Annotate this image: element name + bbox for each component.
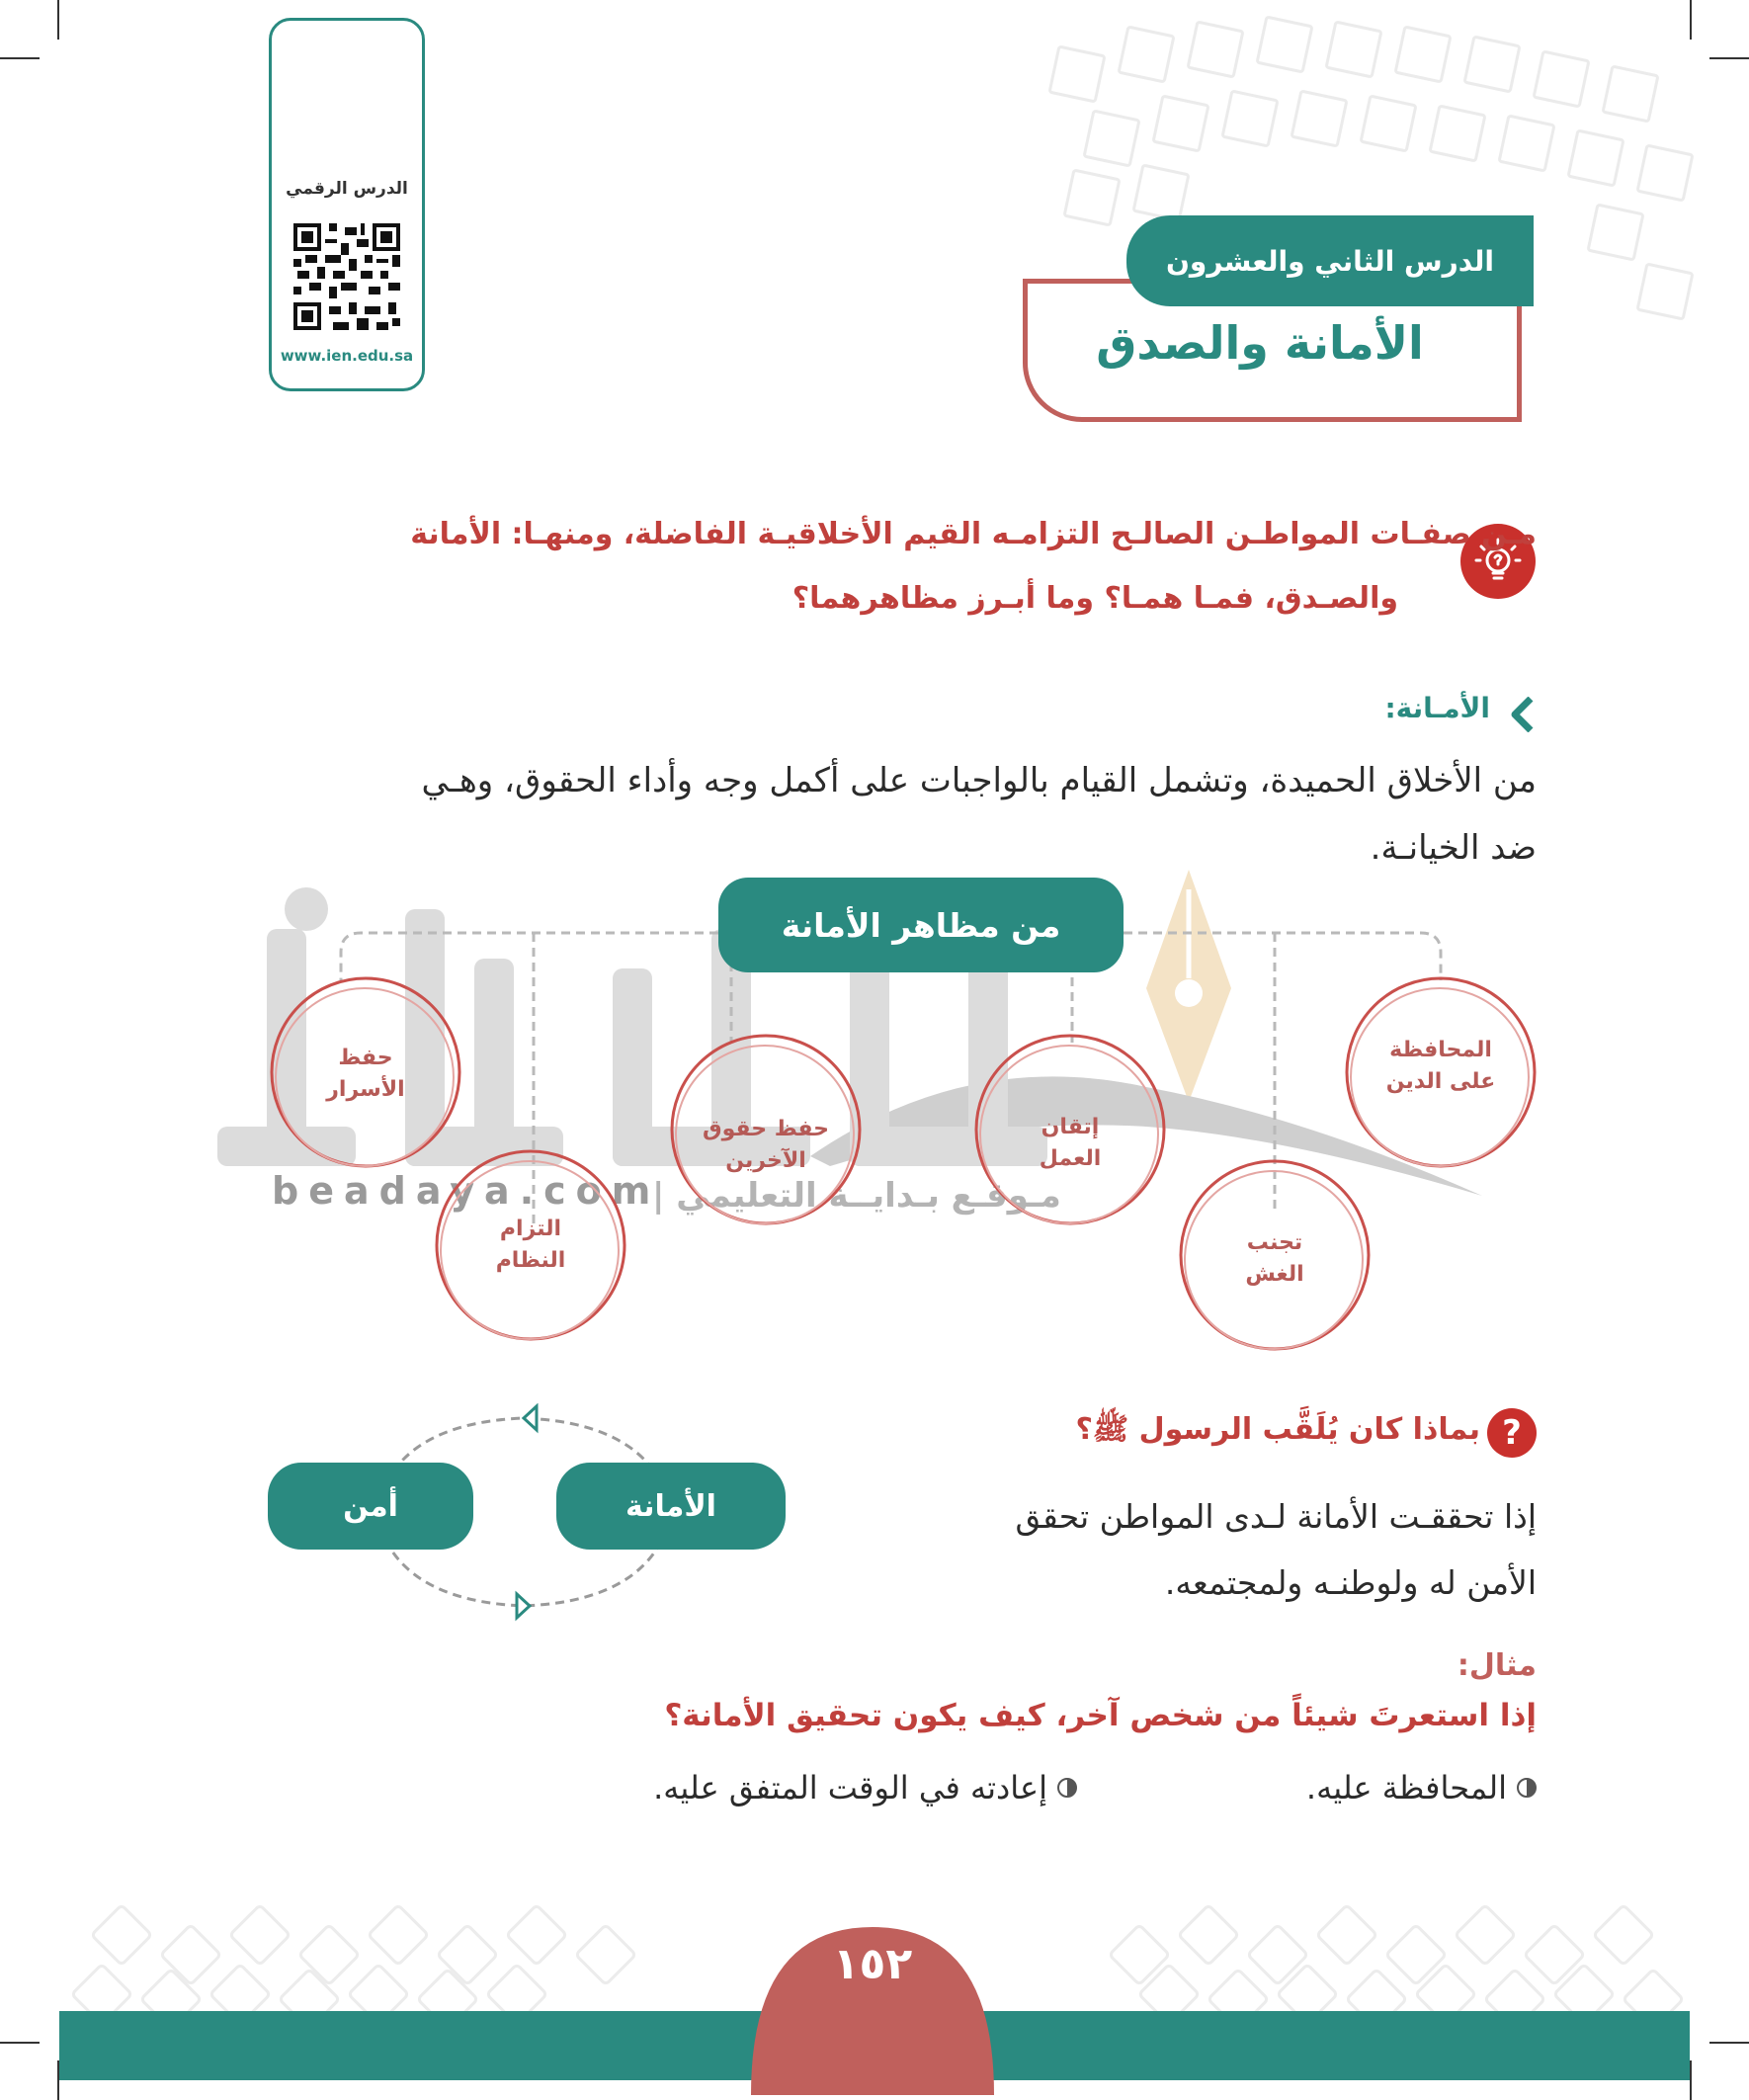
lesson-title: الأمانة والصدق <box>1096 316 1424 370</box>
bullet-icon <box>1057 1778 1077 1798</box>
chevron-left-icon <box>1507 697 1537 732</box>
diagram-title: من مظاهر الأمانة <box>718 878 1124 972</box>
lesson-number-tab: الدرس الثاني والعشرون <box>1126 215 1534 306</box>
crop-mark <box>1690 0 1692 40</box>
answer-text-line: الأمن له ولوطنـه ولمجتمعه. <box>1164 1563 1537 1602</box>
crop-mark <box>0 2042 40 2044</box>
answer-text-line: إذا تحققـت الأمانة لـدى المواطن تحقق <box>1015 1497 1537 1536</box>
pill-security: أمن <box>268 1463 473 1550</box>
example-question: إذا استعرتَ شيئاً من شخص آخر، كيف يكون تحقيق الأمانة؟ <box>664 1698 1537 1733</box>
diagram-node-others-rights: حفظ حقوق الآخرين <box>702 1117 830 1173</box>
diagram-node-preserving-religion: المحافظة على الدين <box>1385 1038 1496 1094</box>
qr-url[interactable]: www.ien.edu.sa <box>280 347 414 365</box>
crop-mark <box>57 0 59 40</box>
question-text: بماذا كان يُلَقَّب الرسول ﷺ؟ <box>1075 1412 1480 1447</box>
digital-lesson-card[interactable] <box>269 18 425 391</box>
body-text-line: من الأخلاق الحميدة، وتشمل القيام بالواجبات على أكمل وجه وأداء الحقوق، وهـي <box>421 761 1537 800</box>
section-heading: الأمـانة: <box>1384 692 1490 724</box>
crop-mark <box>1709 57 1749 59</box>
diagram-node-avoid-cheating: تجنب الغش <box>1245 1230 1304 1287</box>
crop-mark <box>1709 2042 1749 2044</box>
example-label: مثال: <box>1457 1648 1537 1683</box>
bullet-icon <box>1517 1778 1537 1798</box>
question-icon: ? <box>1487 1408 1537 1458</box>
qr-label: الدرس الرقمي <box>286 179 408 199</box>
diagram-node-following-rules: التزام النظام <box>495 1217 566 1273</box>
list-item: إعادته في الوقت المتفق عليه. <box>653 1769 1077 1806</box>
crop-mark <box>1690 2060 1692 2100</box>
intro-text-line: والصـدق، فمـا همـا؟ وما أبـرز مظاهرهما؟ <box>791 581 1398 616</box>
diagram-node-mastering-work: إتقان العمل <box>1039 1115 1102 1171</box>
watermark-subtitle: مـوقـع بـدايــة التعليمي | <box>652 1176 1061 1216</box>
list-item: المحافظة عليه. <box>1306 1769 1537 1806</box>
qr-code-icon[interactable] <box>293 223 400 330</box>
crop-mark <box>0 57 40 59</box>
diagram-node-keeping-secrets: حفظ الأسرار <box>326 1046 405 1102</box>
intro-text-line: مـن صفـات المواطـن الصالـح التزامـه القيم الأخلاقيـة الفاضلة، ومنهـا: الأمانة <box>410 517 1537 551</box>
watermark-site: beadaya.com <box>272 1169 661 1213</box>
pill-amana: الأمانة <box>556 1463 786 1550</box>
body-text-line: ضد الخيانـة. <box>1370 828 1537 868</box>
page-number: ١٥٢ <box>832 1939 913 1989</box>
